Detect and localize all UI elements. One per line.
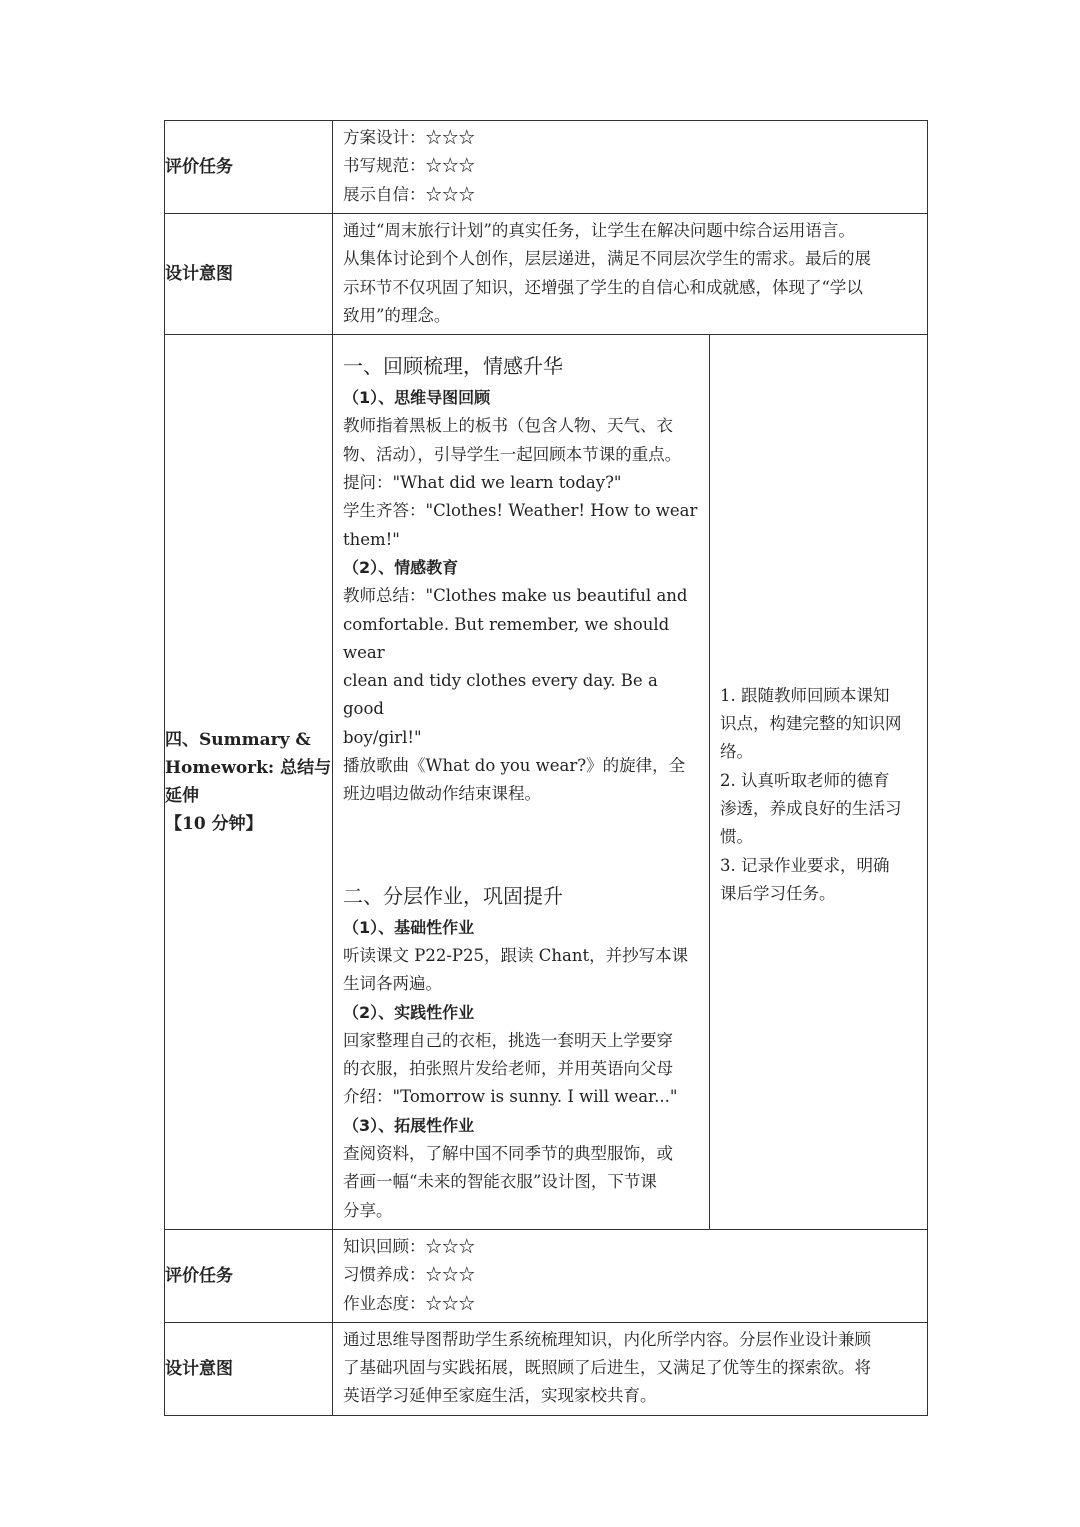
subsection-practice-homework: （2）、实践性作业	[343, 1002, 475, 1022]
evaluation-row-2	[165, 1229, 928, 1322]
evaluation-label: 评价任务	[165, 1229, 333, 1322]
text-line: boy/girl!"	[343, 727, 422, 747]
evaluation-item: 书写规范：☆☆☆	[343, 156, 475, 176]
text-line: 识点，构建完整的知识网	[720, 714, 902, 734]
text-line: 学生齐答："Clothes! Weather! How to wear	[343, 501, 698, 521]
student-activity-cell	[710, 335, 928, 1230]
text-line: 课后学习任务。	[720, 883, 836, 903]
design-intent-label: 设计意图	[165, 214, 333, 335]
design-intent-content	[333, 1322, 928, 1415]
text-line: 从集体讨论到个人创作，层层递进，满足不同层次学生的需求。最后的展	[343, 249, 871, 269]
text-line: 教师指着黑板上的板书（包含人物、天气、衣	[343, 416, 673, 436]
text-line: 络。	[720, 742, 753, 762]
text-line: 回家整理自己的衣柜，挑选一套明天上学要穿	[343, 1030, 673, 1050]
evaluation-item: 方案设计：☆☆☆	[343, 128, 475, 148]
evaluation-item: 习惯养成：☆☆☆	[343, 1265, 475, 1285]
summary-homework-row	[165, 335, 928, 1230]
subsection-basic-homework: （1）、基础性作业	[343, 917, 475, 937]
text-line: 惯。	[720, 827, 753, 847]
text-line: 2. 认真听取老师的德育	[720, 770, 890, 790]
text-line: 播放歌曲《What do you wear?》的旋律，全	[343, 756, 686, 776]
text-line: 提问："What did we learn today?"	[343, 473, 622, 493]
step-label-line: 四、Summary &	[165, 730, 311, 751]
text-line: 物、活动），引导学生一起回顾本节课的重点。	[343, 444, 682, 464]
text-line: 英语学习延伸至家庭生活，实现家校共育。	[343, 1386, 657, 1406]
evaluation-row-1	[165, 121, 928, 214]
subsection-moral-education: （2）、情感教育	[343, 557, 459, 577]
text-line: 分享。	[343, 1200, 393, 1220]
section-title-homework: 二、分层作业，巩固提升	[343, 883, 563, 908]
evaluation-content	[333, 1229, 928, 1322]
text-line: 班边唱边做动作结束课程。	[343, 784, 541, 804]
subsection-mindmap: （1）、思维导图回顾	[343, 388, 491, 408]
text-line: them!"	[343, 529, 400, 549]
text-line: 查阅资料，了解中国不同季节的典型服饰，或	[343, 1144, 673, 1164]
step-label-line: Homework: 总结与	[165, 758, 332, 779]
evaluation-item: 展示自信：☆☆☆	[343, 184, 475, 204]
text-line: 教师总结："Clothes make us beautiful and	[343, 586, 688, 606]
text-line: 者画一幅“未来的智能衣服”设计图，下节课	[343, 1172, 657, 1192]
step-label	[165, 335, 333, 1230]
evaluation-label: 评价任务	[165, 121, 333, 214]
teacher-activity-cell	[333, 335, 710, 1230]
subsection-extension-homework: （3）、拓展性作业	[343, 1115, 475, 1135]
step-duration: 【10 分钟】	[165, 814, 263, 835]
text-line: 通过“周末旅行计划”的真实任务，让学生在解决问题中综合运用语言。	[343, 221, 855, 240]
design-intent-content	[333, 214, 928, 335]
text-line: 1. 跟随教师回顾本课知	[720, 685, 890, 705]
section-title-review: 一、回顾梳理，情感升华	[343, 354, 563, 379]
text-line: comfortable. But remember, we should wear	[343, 614, 670, 662]
evaluation-item: 知识回顾：☆☆☆	[343, 1236, 475, 1256]
design-intent-row-1	[165, 214, 928, 335]
text-line: clean and tidy clothes every day. Be a good	[343, 671, 658, 719]
text-line: 了基础巩固与实践拓展，既照顾了后进生，又满足了优等生的探索欲。将	[343, 1358, 871, 1378]
text-line: 致用”的理念。	[343, 305, 451, 325]
lesson-plan-table	[164, 120, 928, 1416]
text-line: 示环节不仅巩固了知识，还增强了学生的自信心和成就感，体现了“学以	[343, 277, 863, 297]
design-intent-label: 设计意图	[165, 1322, 333, 1415]
evaluation-item: 作业态度：☆☆☆	[343, 1293, 475, 1313]
text-line: 介绍："Tomorrow is sunny. I will wear..."	[343, 1087, 678, 1107]
evaluation-content	[333, 121, 928, 214]
text-line: 听读课文 P22-P25，跟读 Chant，并抄写本课	[343, 945, 689, 965]
text-line: 3. 记录作业要求，明确	[720, 855, 890, 875]
text-line: 通过思维导图帮助学生系统梳理知识，内化所学内容。分层作业设计兼顾	[343, 1329, 871, 1349]
text-line: 渗透，养成良好的生活习	[720, 799, 902, 819]
text-line: 的衣服，拍张照片发给老师，并用英语向父母	[343, 1059, 673, 1079]
step-label-line: 延伸	[165, 786, 199, 807]
design-intent-row-2	[165, 1322, 928, 1415]
text-line: 生词各两遍。	[343, 974, 442, 994]
